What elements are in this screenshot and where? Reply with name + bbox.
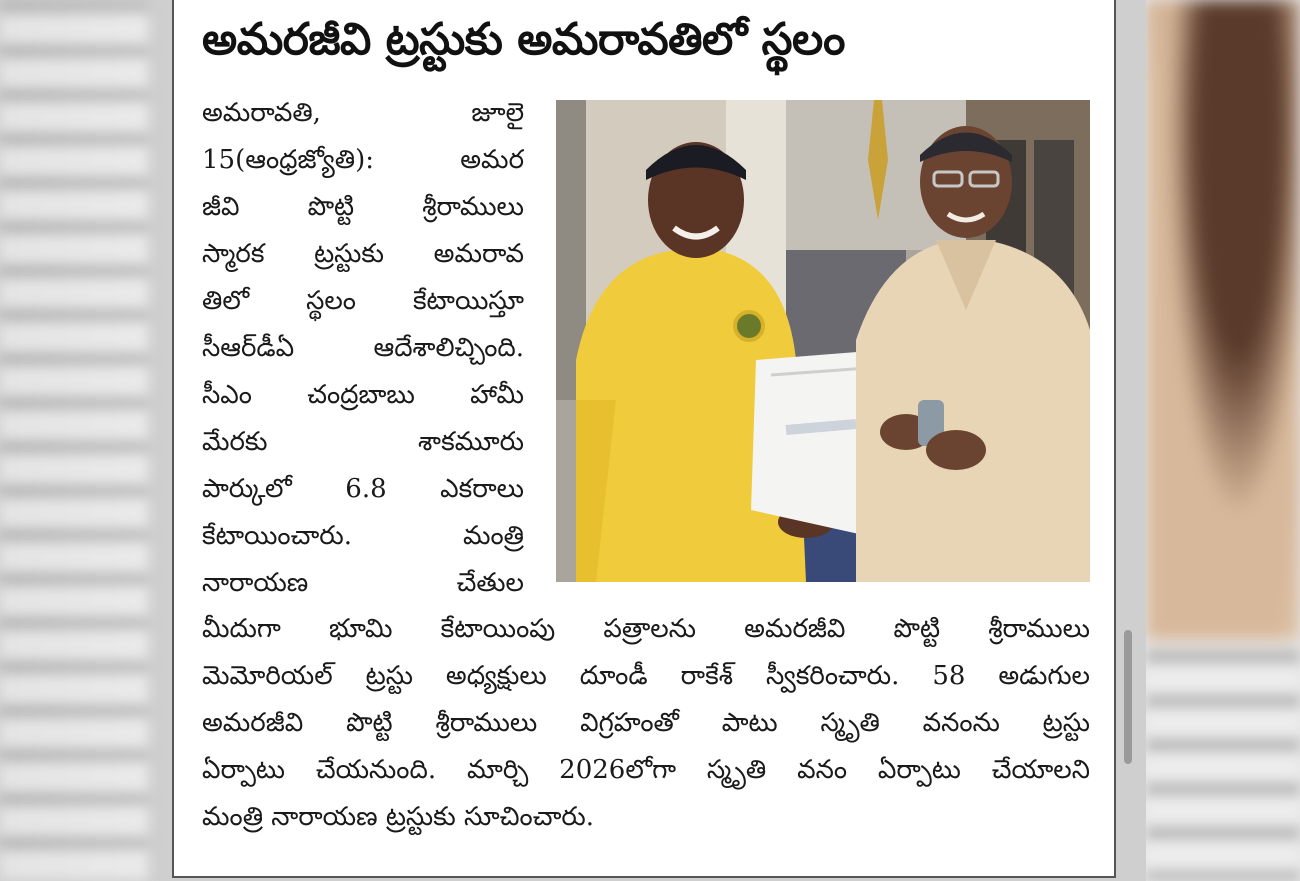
news-article-clipping <box>172 0 1116 878</box>
text-line: నారాయణ చేతుల <box>202 568 524 598</box>
blurred-text <box>1146 650 1300 881</box>
text-line: మేరకు శాకమూరు <box>202 427 524 457</box>
text-line: మీదుగా భూమి కేటాయింపు పత్రాలను అమరజీవి పొట్టి శ్రీరాములు <box>202 614 1090 644</box>
text-line: మంత్రి నారాయణ ట్రస్టుకు సూచించారు. <box>202 802 595 832</box>
photo-illustration <box>556 100 1090 582</box>
text-line: మెమోరియల్ ట్రస్టు అధ్యక్షులు దూండీ రాకేశ్ స్వీకరించారు. 58 అడుగుల <box>202 661 1090 691</box>
blurred-photo <box>1146 0 1300 640</box>
text-line: పార్కులో 6.8 ఎకరాలు <box>202 474 524 504</box>
text-line: అమరజీవి పొట్టి శ్రీరాములు విగ్రహంతో పాటు స్మృతి వనంను ట్రస్టు <box>202 708 1090 738</box>
text-line: ఏర్పాటు చేయనుంది. మార్చి 2026లోగా స్మృతి వనం ఏర్పాటు చేయాలని <box>202 755 1090 785</box>
blurred-page-right <box>1146 0 1300 881</box>
scrollbar-thumb[interactable] <box>1124 630 1132 764</box>
article-photo <box>556 100 1090 582</box>
text-line: స్మారక ట్రస్టుకు అమరావ <box>202 239 524 269</box>
article-full-width-text <box>202 606 1090 841</box>
text-line: సీఎం చంద్రబాబు హామీ <box>202 380 524 410</box>
text-line: సీఆర్‌డీఏ ఆదేశాలిచ్చింది. <box>202 333 524 363</box>
article-headline: అమరజీవి ట్రస్టుకు అమరావతిలో స్థలం <box>202 14 845 65</box>
article-column-text <box>202 90 524 607</box>
blurred-page-left <box>0 0 148 881</box>
text-line: కేటాయించారు. మంత్రి <box>202 521 524 551</box>
text-line: 15(ఆంధ్రజ్యోతి): అమర <box>202 145 524 175</box>
text-line: తిలో స్థలం కేటాయిస్తూ <box>202 286 524 316</box>
text-line: అమరావతి, జూలై <box>202 98 524 128</box>
text-line: జీవి పొట్టి శ్రీరాములు <box>202 192 524 222</box>
